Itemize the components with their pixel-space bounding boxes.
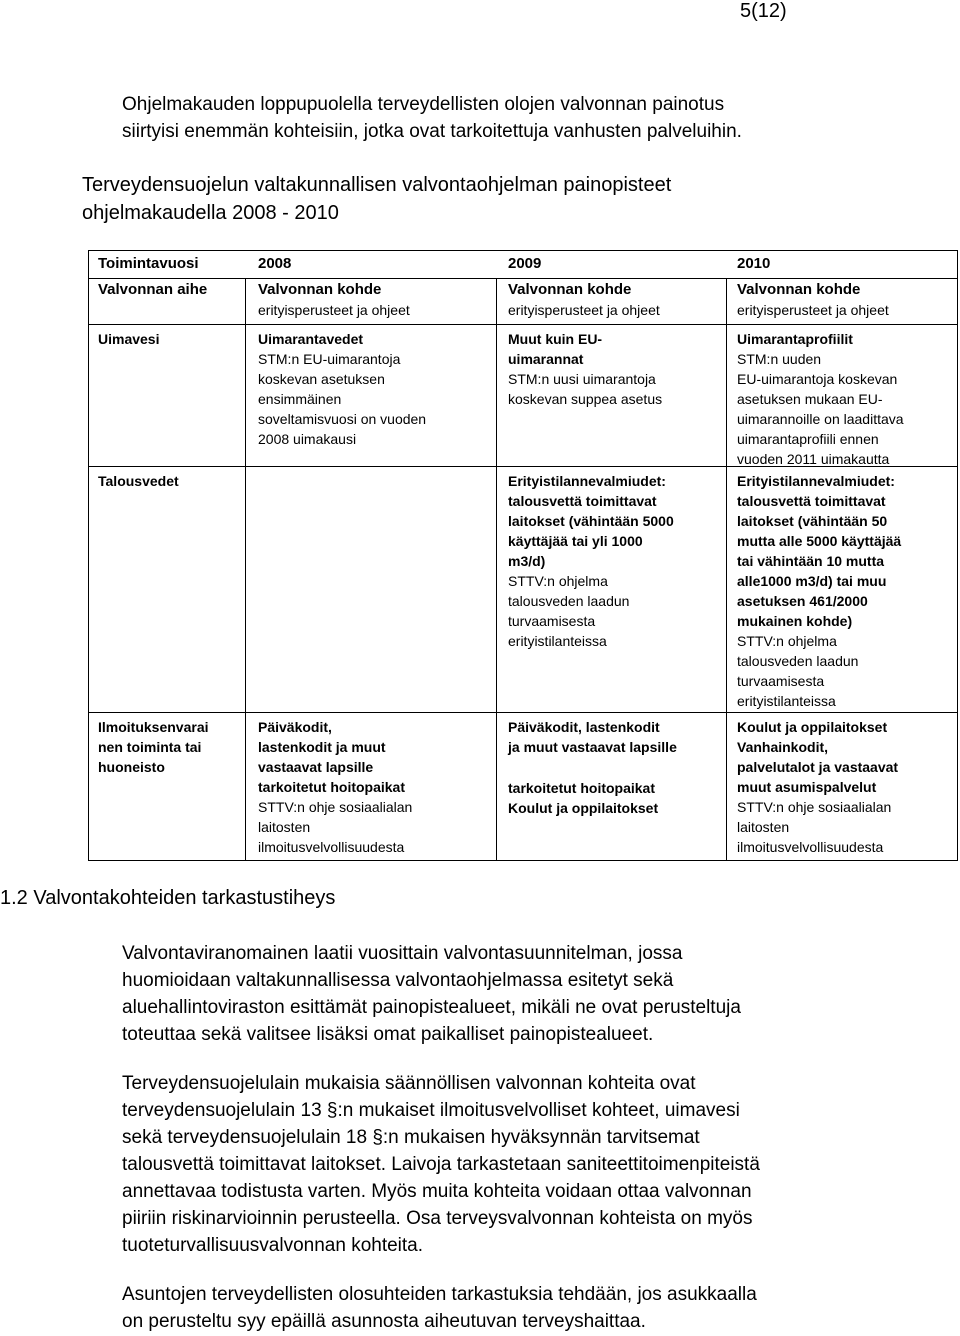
priorities-table xyxy=(88,250,958,861)
cell-line: Vanhainkodit, xyxy=(737,739,829,755)
cell-title: Uimarantaprofiilit xyxy=(737,331,853,347)
header-kohde-title: Valvonnan kohde xyxy=(508,281,632,298)
header-kohde-subtitle: erityisperusteet ja ohjeet xyxy=(258,302,410,318)
section-title: 1.2 Valvontakohteiden tarkastustiheys xyxy=(0,887,336,909)
cell-line: laitokset (vähintään 5000 xyxy=(508,513,674,529)
table-rule xyxy=(496,278,497,861)
cell-line: tarkoitetut hoitopaikat xyxy=(508,780,656,796)
cell-talousvedet-2010 xyxy=(737,471,901,711)
cell-line: STM:n uusi uimarantoja xyxy=(508,371,656,387)
paragraph-line: tuoteturvallisuusvalvonnan kohteita. xyxy=(122,1235,424,1256)
cell-title: Uimarantavedet xyxy=(258,331,364,347)
cell-line: ensimmäinen xyxy=(258,391,342,407)
cell-title: uimarannat xyxy=(508,351,584,367)
table-rule xyxy=(88,278,958,279)
cell-line: STM:n uuden xyxy=(737,351,822,367)
row-label-line: nen toiminta tai xyxy=(98,739,202,755)
cell-line: turvaamisesta xyxy=(737,673,825,689)
table-rule xyxy=(88,250,958,251)
row-label-uimavesi: Uimavesi xyxy=(98,331,160,347)
cell-line: erityistilanteissa xyxy=(508,633,607,649)
cell-ilmoitus-2010 xyxy=(737,717,898,857)
paragraph-line: talousvettä toimittavat laitokset. Laivoja tarkastetaan saniteettitoimenpiteistä xyxy=(122,1154,760,1175)
cell-line: turvaamisesta xyxy=(508,613,596,629)
cell-line: tai vähintään 10 mutta xyxy=(737,553,885,569)
paragraph-line: Valvontaviranomainen laatii vuosittain valvontasuunnitelman, jossa xyxy=(122,943,683,964)
table-heading xyxy=(82,171,671,227)
cell-line: koskevan suppea asetus xyxy=(508,391,663,407)
intro-line: Ohjelmakauden loppupuolella terveydellisten olojen valvonnan painotus xyxy=(122,94,725,115)
cell-line: mutta alle 5000 käyttäjää xyxy=(737,533,902,549)
cell-uimavesi-2008 xyxy=(258,329,426,449)
header-year-2009: 2009 xyxy=(508,255,542,272)
cell-line: STTV:n ohjelma xyxy=(737,633,837,649)
row-label-line: Ilmoituksenvarai xyxy=(98,719,209,735)
header-kohde-title: Valvonnan kohde xyxy=(737,281,861,298)
cell-line: koskevan asetuksen xyxy=(258,371,385,387)
cell-ilmoitus-2008 xyxy=(258,717,412,857)
cell-line: vastaavat lapsille xyxy=(258,759,374,775)
table-rule xyxy=(245,278,246,861)
row-label-ilmoitus xyxy=(98,717,209,777)
cell-line: laitokset (vähintään 50 xyxy=(737,513,888,529)
intro-line: siirtyisi enemmän kohteisiin, jotka ovat tarkoitettuja vanhusten palveluihin. xyxy=(122,121,742,142)
cell-line: 2008 uimakausi xyxy=(258,431,357,447)
cell-line: STTV:n ohjelma xyxy=(508,573,608,589)
table-rule xyxy=(88,324,958,325)
cell-line: Koulut ja oppilaitokset xyxy=(737,719,888,735)
cell-line: lastenkodit ja muut xyxy=(258,739,386,755)
cell-line: Erityistilannevalmiudet: xyxy=(508,473,666,489)
cell-line: talousvettä toimittavat xyxy=(737,493,886,509)
paragraph-line: Asuntojen terveydellisten olosuhteiden tarkastuksia tehdään, jos asukkaalla xyxy=(122,1284,757,1305)
paragraph-line: aluehallintoviraston esittämät painopistealueet, mikäli ne ovat perusteltuja xyxy=(122,997,741,1018)
cell-title: Muut kuin EU- xyxy=(508,331,603,347)
cell-uimavesi-2009 xyxy=(508,329,662,409)
cell-line: laitosten xyxy=(258,819,311,835)
cell-line: uimarannoille on laadittava xyxy=(737,411,904,427)
cell-line: ja muut vastaavat lapsille xyxy=(508,739,677,755)
cell-line: Päiväkodit, xyxy=(258,719,332,735)
table-rule xyxy=(88,250,89,861)
paragraph-line: annettavaa todistusta varten. Myös muita kohteita voidaan ottaa valvonnan xyxy=(122,1181,752,1202)
cell-line: tarkoitetut hoitopaikat xyxy=(258,779,406,795)
cell-line: STTV:n ohje sosiaalialan xyxy=(737,799,892,815)
table-rule xyxy=(88,860,958,861)
paragraph-2 xyxy=(122,1070,922,1259)
paragraph-line: huomioidaan valtakunnallisessa valvontaohjelmassa esitetyt sekä xyxy=(122,970,674,991)
cell-line: talousveden laadun xyxy=(737,653,859,669)
cell-line: alle1000 m3/d) tai muu xyxy=(737,573,887,589)
cell-ilmoitus-2009 xyxy=(508,717,677,818)
cell-line: palvelutalot ja vastaavat xyxy=(737,759,899,775)
cell-line: soveltamisvuosi on vuoden xyxy=(258,411,427,427)
cell-line: ilmoitusvelvollisuudesta xyxy=(737,839,884,855)
table-rule xyxy=(957,250,958,861)
paragraph-line: sekä terveydensuojelulain 18 §:n mukaisen hyväksynnän tarvitsemat xyxy=(122,1127,700,1148)
cell-line: vuoden 2011 uimakautta xyxy=(737,451,890,467)
header-year-2008: 2008 xyxy=(258,255,292,272)
cell-line: ilmoitusvelvollisuudesta xyxy=(258,839,405,855)
heading-line: ohjelmakaudella 2008 - 2010 xyxy=(82,202,339,224)
cell-line: Päiväkodit, lastenkodit xyxy=(508,719,660,735)
header-year-2010: 2010 xyxy=(737,255,771,272)
paragraph-line: terveydensuojelulain 13 §:n mukaiset ilmoitusvelvolliset kohteet, uimavesi xyxy=(122,1100,740,1121)
header-kohde-title: Valvonnan kohde xyxy=(258,281,382,298)
header-kohde-subtitle: erityisperusteet ja ohjeet xyxy=(737,302,889,318)
cell-talousvedet-2009 xyxy=(508,471,674,651)
table-rule xyxy=(726,278,727,861)
cell-line: Koulut ja oppilaitokset xyxy=(508,800,659,816)
cell-line: talousveden laadun xyxy=(508,593,630,609)
header-kohde-subtitle: erityisperusteet ja ohjeet xyxy=(508,302,660,318)
header-kohde-2008 xyxy=(258,280,410,320)
header-kohde-2010 xyxy=(737,280,889,320)
row-label-line: huoneisto xyxy=(98,759,165,775)
cell-line: STTV:n ohje sosiaalialan xyxy=(258,799,413,815)
cell-line: uimarantaprofiili ennen xyxy=(737,431,879,447)
page-number: 5(12) xyxy=(740,0,787,22)
cell-line: talousvettä toimittavat xyxy=(508,493,657,509)
header-toimintavuosi: Toimintavuosi xyxy=(98,255,199,272)
header-kohde-2009 xyxy=(508,280,660,320)
row-label-talousvedet: Talousvedet xyxy=(98,473,179,489)
cell-line: mukainen kohde) xyxy=(737,613,853,629)
cell-line: Erityistilannevalmiudet: xyxy=(737,473,895,489)
header-valvonnan-aihe: Valvonnan aihe xyxy=(98,281,208,298)
cell-uimavesi-2010 xyxy=(737,329,904,469)
cell-line: EU-uimarantoja koskevan xyxy=(737,371,898,387)
paragraph-3 xyxy=(122,1281,922,1335)
cell-line: STM:n EU-uimarantoja xyxy=(258,351,401,367)
paragraph-1 xyxy=(122,940,922,1048)
table-rule xyxy=(88,712,958,713)
cell-line: asetuksen mukaan EU- xyxy=(737,391,883,407)
heading-line: Terveydensuojelun valtakunnallisen valvontaohjelman painopisteet xyxy=(82,174,672,196)
cell-line: m3/d) xyxy=(508,553,546,569)
intro-paragraph xyxy=(122,91,922,145)
paragraph-line: toteuttaa sekä valitsee lisäksi omat paikalliset painopistealueet. xyxy=(122,1024,654,1045)
cell-line: muut asumispalvelut xyxy=(737,779,877,795)
cell-line: käyttäjää tai yli 1000 xyxy=(508,533,643,549)
cell-line: asetuksen 461/2000 xyxy=(737,593,868,609)
cell-line: laitosten xyxy=(737,819,790,835)
paragraph-line: Terveydensuojelulain mukaisia säännöllisen valvonnan kohteita ovat xyxy=(122,1073,696,1094)
cell-line: erityistilanteissa xyxy=(737,693,836,709)
paragraph-line: on perusteltu syy epäillä asunnosta aiheutuvan terveyshaittaa. xyxy=(122,1311,646,1332)
paragraph-line: piiriin riskinarvioinnin perusteella. Osa terveysvalvonnan kohteista on myös xyxy=(122,1208,753,1229)
